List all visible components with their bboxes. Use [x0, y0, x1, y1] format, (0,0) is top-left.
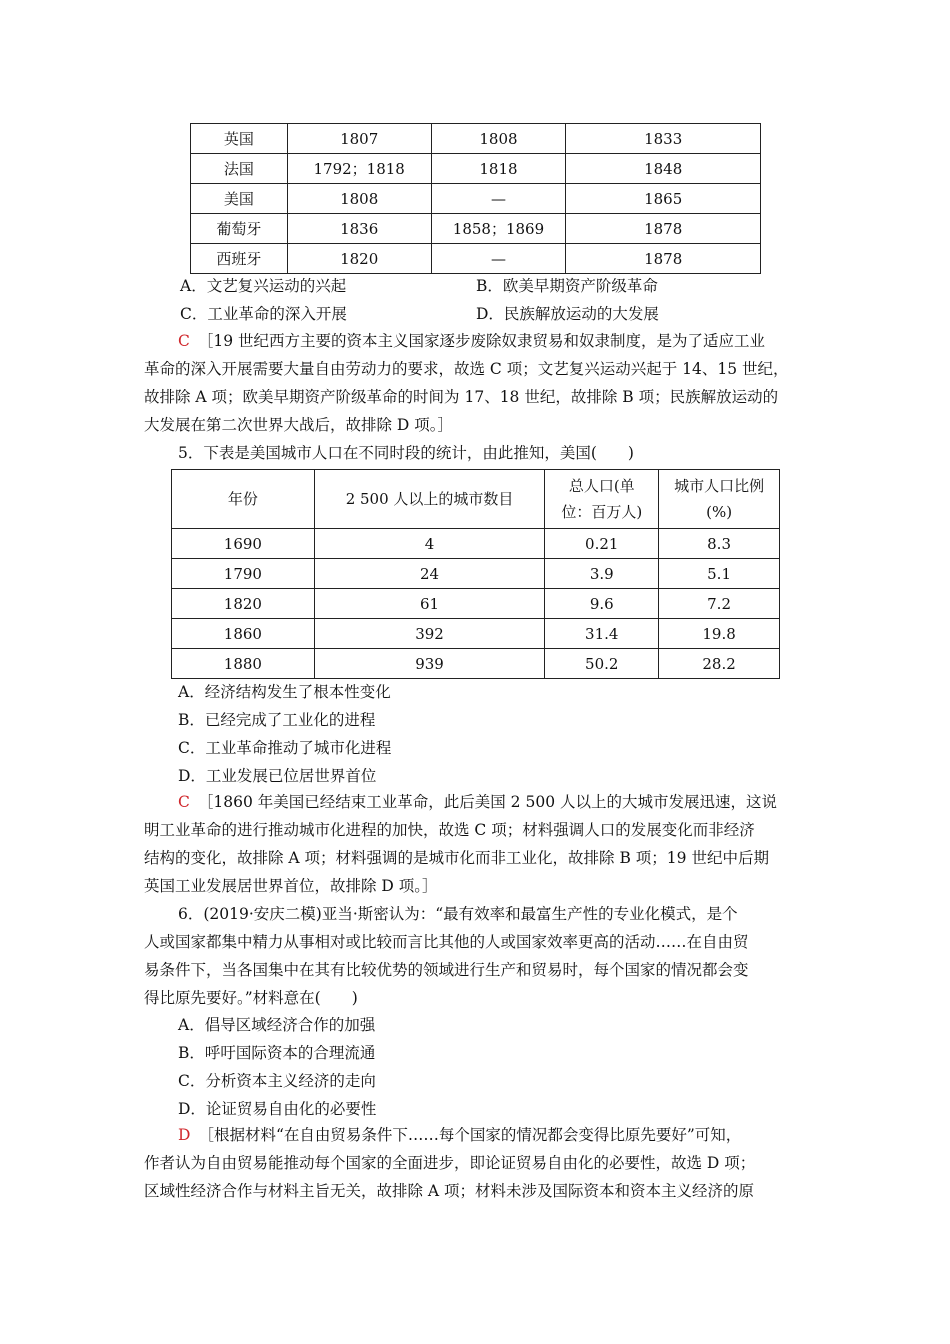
table-cell: 4: [314, 529, 545, 559]
q5-option-d: D．工业发展已位居世界首位: [178, 767, 377, 785]
table-row: [191, 184, 761, 214]
q6-stem-line-3: 易条件下，当各国集中在其有比较优势的领域进行生产和贸易时，每个国家的情况都会变: [144, 961, 749, 979]
q6-option-b: B．呼吁国际资本的合理流通: [178, 1044, 376, 1062]
table-row: [172, 619, 780, 649]
table-cell: 24: [314, 559, 545, 589]
q5-explanation-line-3: 结构的变化，故排除 A 项；材料强调的是城市化而非工业化，故排除 B 项；19 世纪中后期: [144, 849, 769, 867]
q6-option-d: D．论证贸易自由化的必要性: [178, 1100, 377, 1118]
table-cell: 美国: [191, 184, 288, 214]
table-cell: 1820: [287, 244, 431, 274]
q4-option-c: C．工业革命的深入开展: [180, 305, 347, 323]
q6-option-a: A．倡导区域经济合作的加强: [178, 1016, 376, 1034]
q4-option-a: A．文艺复兴运动的兴起: [180, 277, 347, 295]
table-cell: 939: [314, 649, 545, 679]
table-cell: 法国: [191, 154, 288, 184]
table-cell: 1858；1869: [431, 214, 566, 244]
q5-option-b: B．已经完成了工业化的进程: [178, 711, 376, 729]
table-cell: 1848: [566, 154, 761, 184]
q6-stem-line-4: 得比原先要好。”材料意在( ): [144, 989, 358, 1007]
table-cell: 7.2: [659, 589, 780, 619]
table-cell: 1865: [566, 184, 761, 214]
table-cell: —: [431, 244, 566, 274]
header-total-population-line-2: 位：百万人): [561, 503, 643, 521]
table-row: [172, 589, 780, 619]
table-cell: 0.21: [545, 529, 659, 559]
table-cell: 1807: [287, 124, 431, 154]
table-cell: —: [431, 184, 566, 214]
q4-option-b: B．欧美早期资产阶级革命: [476, 277, 658, 295]
table-cell: 19.8: [659, 619, 780, 649]
table-cell: 1878: [566, 214, 761, 244]
table-cell: 西班牙: [191, 244, 288, 274]
table-row: [172, 529, 780, 559]
table-cell: 1860: [172, 619, 315, 649]
header-total-population: [545, 470, 659, 529]
table-cell: 葡萄牙: [191, 214, 288, 244]
q6-explanation-line-2: 作者认为自由贸易能推动每个国家的全面进步，即论证贸易自由化的必要性，故选 D 项；: [144, 1154, 756, 1172]
table-cell: 1690: [172, 529, 315, 559]
table-cell: 392: [314, 619, 545, 649]
q4-explanation-line-1: [178, 331, 765, 351]
table-cell: 英国: [191, 124, 288, 154]
table-cell: 8.3: [659, 529, 780, 559]
us-urban-population-table: [171, 469, 780, 679]
table-cell: 1880: [172, 649, 315, 679]
table-row: [191, 124, 761, 154]
q5-explanation-line-1: [178, 792, 777, 812]
q5-explanation-line-2: 明工业革命的进行推动城市化进程的加快，故选 C 项；材料强调人口的发展变化而非经济: [144, 821, 755, 839]
table-cell: 9.6: [545, 589, 659, 619]
table-cell: 1878: [566, 244, 761, 274]
table-cell: 61: [314, 589, 545, 619]
q5-option-a: A．经济结构发生了根本性变化: [178, 683, 391, 701]
table-row: [191, 244, 761, 274]
header-city-count: 2 500 人以上的城市数目: [314, 470, 545, 529]
q6-stem-line-2: 人或国家都集中精力从事相对或比较而言比其他的人或国家效率更高的活动……在自由贸: [144, 933, 749, 951]
q6-explanation-text-1: ［根据材料“在自由贸易条件下……每个国家的情况都会变得比原先要好”可知，: [198, 1126, 742, 1144]
header-urban-ratio-line-2: (%): [706, 503, 733, 521]
table-cell: 31.4: [545, 619, 659, 649]
q6-explanation-line-3: 区域性经济合作与材料主旨无关，故排除 A 项；材料未涉及国际资本和资本主义经济的原: [144, 1182, 755, 1200]
table-row: [172, 649, 780, 679]
q6-explanation-line-1: [178, 1125, 741, 1145]
table-cell: 1820: [172, 589, 315, 619]
header-urban-ratio: [659, 470, 780, 529]
q6-answer-letter: D: [178, 1126, 191, 1144]
q6-stem-line-1: 6．(2019·安庆二模)亚当·斯密认为：“最有效率和最富生产性的专业化模式，是个: [178, 905, 738, 923]
table-cell: 1833: [566, 124, 761, 154]
q5-explanation-line-4: 英国工业发展居世界首位，故排除 D 项。］: [144, 877, 438, 895]
table-row: [172, 559, 780, 589]
q4-explanation-text-1: ［19 世纪西方主要的资本主义国家逐步废除奴隶贸易和奴隶制度，是为了适应工业: [197, 332, 766, 350]
table-cell: 50.2: [545, 649, 659, 679]
table-cell: 3.9: [545, 559, 659, 589]
table-cell: 1836: [287, 214, 431, 244]
q4-explanation-line-3: 故排除 A 项；欧美早期资产阶级革命的时间为 17、18 世纪，故排除 B 项；民族解放运动的: [144, 388, 779, 406]
q6-option-c: C．分析资本主义经济的走向: [178, 1072, 376, 1090]
header-year: 年份: [172, 470, 315, 529]
header-urban-ratio-line-1: 城市人口比例: [674, 477, 765, 495]
table-cell: 1808: [431, 124, 566, 154]
table-cell: 5.1: [659, 559, 780, 589]
table-cell: 1818: [431, 154, 566, 184]
q5-explanation-text-1: ［1860 年美国已经结束工业革命，此后美国 2 500 人以上的大城市发展迅速，这说: [197, 793, 777, 811]
table-cell: 1792；1818: [287, 154, 431, 184]
table-header-row: [172, 470, 780, 529]
q5-answer-letter: C: [178, 793, 190, 811]
q4-answer-letter: C: [178, 332, 190, 350]
q4-explanation-line-4: 大发展在第二次世界大战后，故排除 D 项。］: [144, 416, 454, 434]
q5-option-c: C．工业革命推动了城市化进程: [178, 739, 392, 757]
table-cell: 1790: [172, 559, 315, 589]
header-total-population-line-1: 总人口(单: [568, 477, 635, 495]
q5-stem: 5．下表是美国城市人口在不同时段的统计，由此推知，美国( ): [178, 444, 634, 462]
table-row: [191, 154, 761, 184]
q4-explanation-line-2: 革命的深入开展需要大量自由劳动力的要求，故选 C 项；文艺复兴运动兴起于 14、15 世纪，: [144, 360, 789, 378]
q4-option-d: D．民族解放运动的大发展: [476, 305, 659, 323]
table-cell: 1808: [287, 184, 431, 214]
abolition-table: [190, 123, 761, 274]
table-row: [191, 214, 761, 244]
table-cell: 28.2: [659, 649, 780, 679]
